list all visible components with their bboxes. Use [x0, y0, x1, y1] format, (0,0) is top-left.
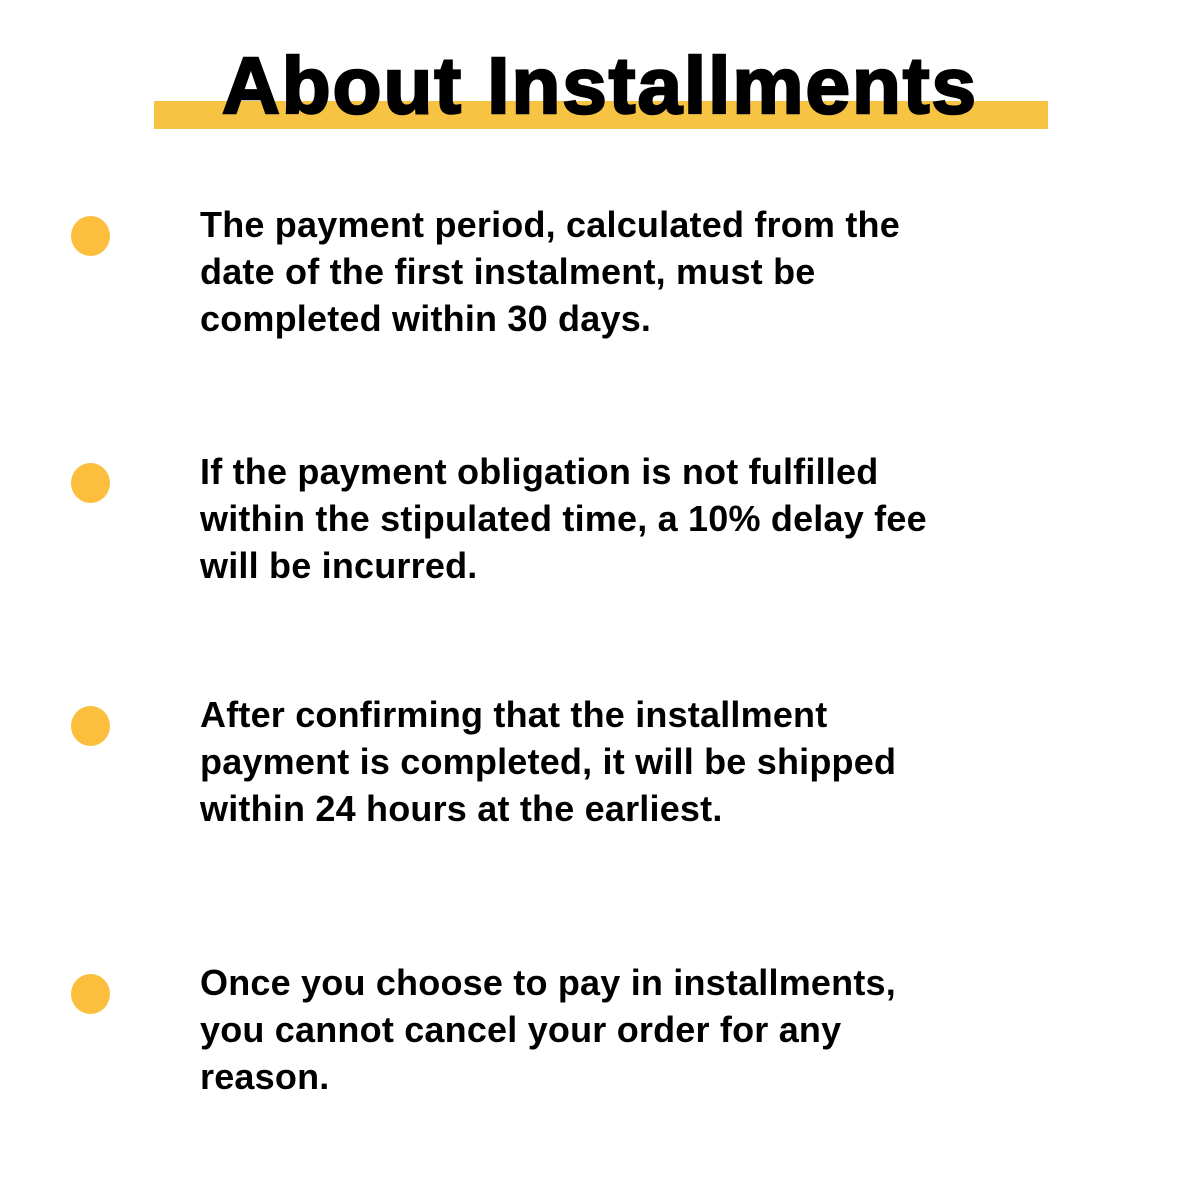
rule-text-line: reason.: [200, 1056, 330, 1097]
page-title: About Installments: [221, 41, 979, 130]
rule-text-line: Once you choose to pay in installments,: [200, 962, 896, 1003]
title-section: [0, 0, 1200, 170]
rule-text-line: within the stipulated time, a 10% delay fee: [200, 498, 927, 539]
bullet-dot-icon: [71, 463, 110, 503]
installment-rule-text: [200, 691, 1060, 832]
installment-rule-text: [200, 448, 1060, 589]
rule-text-line: will be incurred.: [200, 545, 478, 586]
rule-text-line: you cannot cancel your order for any: [200, 1009, 842, 1050]
rule-text-line: within 24 hours at the earliest.: [200, 788, 723, 829]
rule-text-line: If the payment obligation is not fulfilled: [200, 451, 879, 492]
rule-text-line: completed within 30 days.: [200, 298, 652, 339]
bullet-dot-icon: [71, 706, 110, 746]
rule-text-line: date of the first instalment, must be: [200, 251, 816, 292]
installment-rule-text: [200, 959, 1060, 1100]
rule-text-line: After confirming that the installment: [200, 694, 828, 735]
bullet-dot-icon: [71, 974, 110, 1014]
rule-text-line: payment is completed, it will be shipped: [200, 741, 897, 782]
installment-rule-text: [200, 201, 1060, 342]
rule-text-line: The payment period, calculated from the: [200, 204, 900, 245]
bullet-dot-icon: [71, 216, 110, 256]
